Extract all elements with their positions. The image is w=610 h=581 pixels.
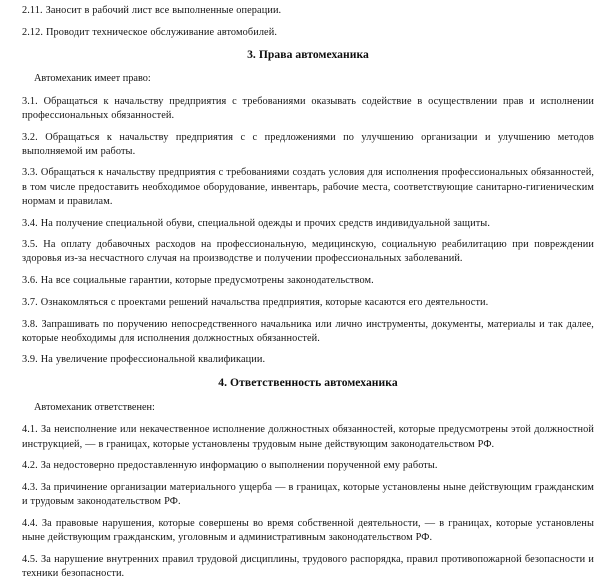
clause-3-8: 3.8. Запрашивать по поручению непосредственного начальника или лично инструменты, документы, материалы и так далее, которые необходимы для исполнения должностных обязанностей. xyxy=(22,318,594,344)
clause-3-1: 3.1. Обращаться к начальству предприятия с требованиями оказывать содействие в осуществлении прав и исполнении профессиональных обязанностей. xyxy=(22,95,594,121)
section-4-lead: Автомеханик ответственен: xyxy=(34,402,155,414)
section-heading-3: 3. Права автомеханика xyxy=(247,48,369,62)
clause-3-4: 3.4. На получение специальной обуви, специальной одежды и прочих средств индивидуальной защиты. xyxy=(22,217,491,229)
clause-3-9: 3.9. На увеличение профессиональной квалификации. xyxy=(22,354,266,366)
clause-3-6: 3.6. На все социальные гарантии, которые предусмотрены законодательством. xyxy=(22,275,374,287)
clause-3-2: 3.2. Обращаться к начальству предприятия с с предложениями по улучшению организации и улучшению методов выполняемой им работы. xyxy=(22,131,594,157)
clause-3-7: 3.7. Ознакомляться с проектами решений начальства предприятия, которые касаются его деятельности. xyxy=(22,296,489,308)
clause-4-4: 4.4. За правовые нарушения, которые совершены во время собственной деятельности, — в границах, которые установлены ныне действующим гражданским, уголовным и административным законодательством РФ. xyxy=(22,517,594,544)
clause-4-2: 4.2. За недостоверно предоставленную информацию о выполнении порученной ему работы. xyxy=(22,460,438,472)
clause-3-5: 3.5. На оплату добавочных расходов на профессиональную, медицинскую, социальную реабилитацию при повреждении здоровья из-за несчастного случая на производстве и получении профессиональных заболеваний. xyxy=(22,239,594,265)
clause-2-11: 2.11. Заносит в рабочий лист все выполненные операции. xyxy=(22,5,282,16)
clause-2-12: 2.12. Проводит техническое обслуживание автомобилей. xyxy=(22,26,278,38)
clause-4-3: 4.3. За причинение организации материального ущерба — в границах, которые установлены ныне действующим гражданским и трудовым законодательством РФ. xyxy=(22,481,594,508)
section-3-lead: Автомеханик имеет право: xyxy=(34,73,151,85)
clause-4-1: 4.1. За неисполнение или некачественное исполнение должностных обязанностей, которые предусмотрены этой должностной инструкцией, — в границах, которые установлены трудовым ныне действующим законодательством РФ. xyxy=(22,424,594,450)
clause-3-3: 3.3. Обращаться к начальству предприятия с требованиями создать условия для исполнения профессиональных обязанностей, в том числе предоставить необходимое оборудование, инвентарь, рабочие места, соответствующие санитарно-гигиеническим нормам и правилам. xyxy=(22,167,594,207)
clause-4-5: 4.5. За нарушение внутренних правил трудовой дисциплины, трудового распорядка, правил противопожарной безопасности и техники безопасности. xyxy=(22,553,594,579)
section-heading-4: 4. Ответственность автомеханика xyxy=(218,376,398,390)
